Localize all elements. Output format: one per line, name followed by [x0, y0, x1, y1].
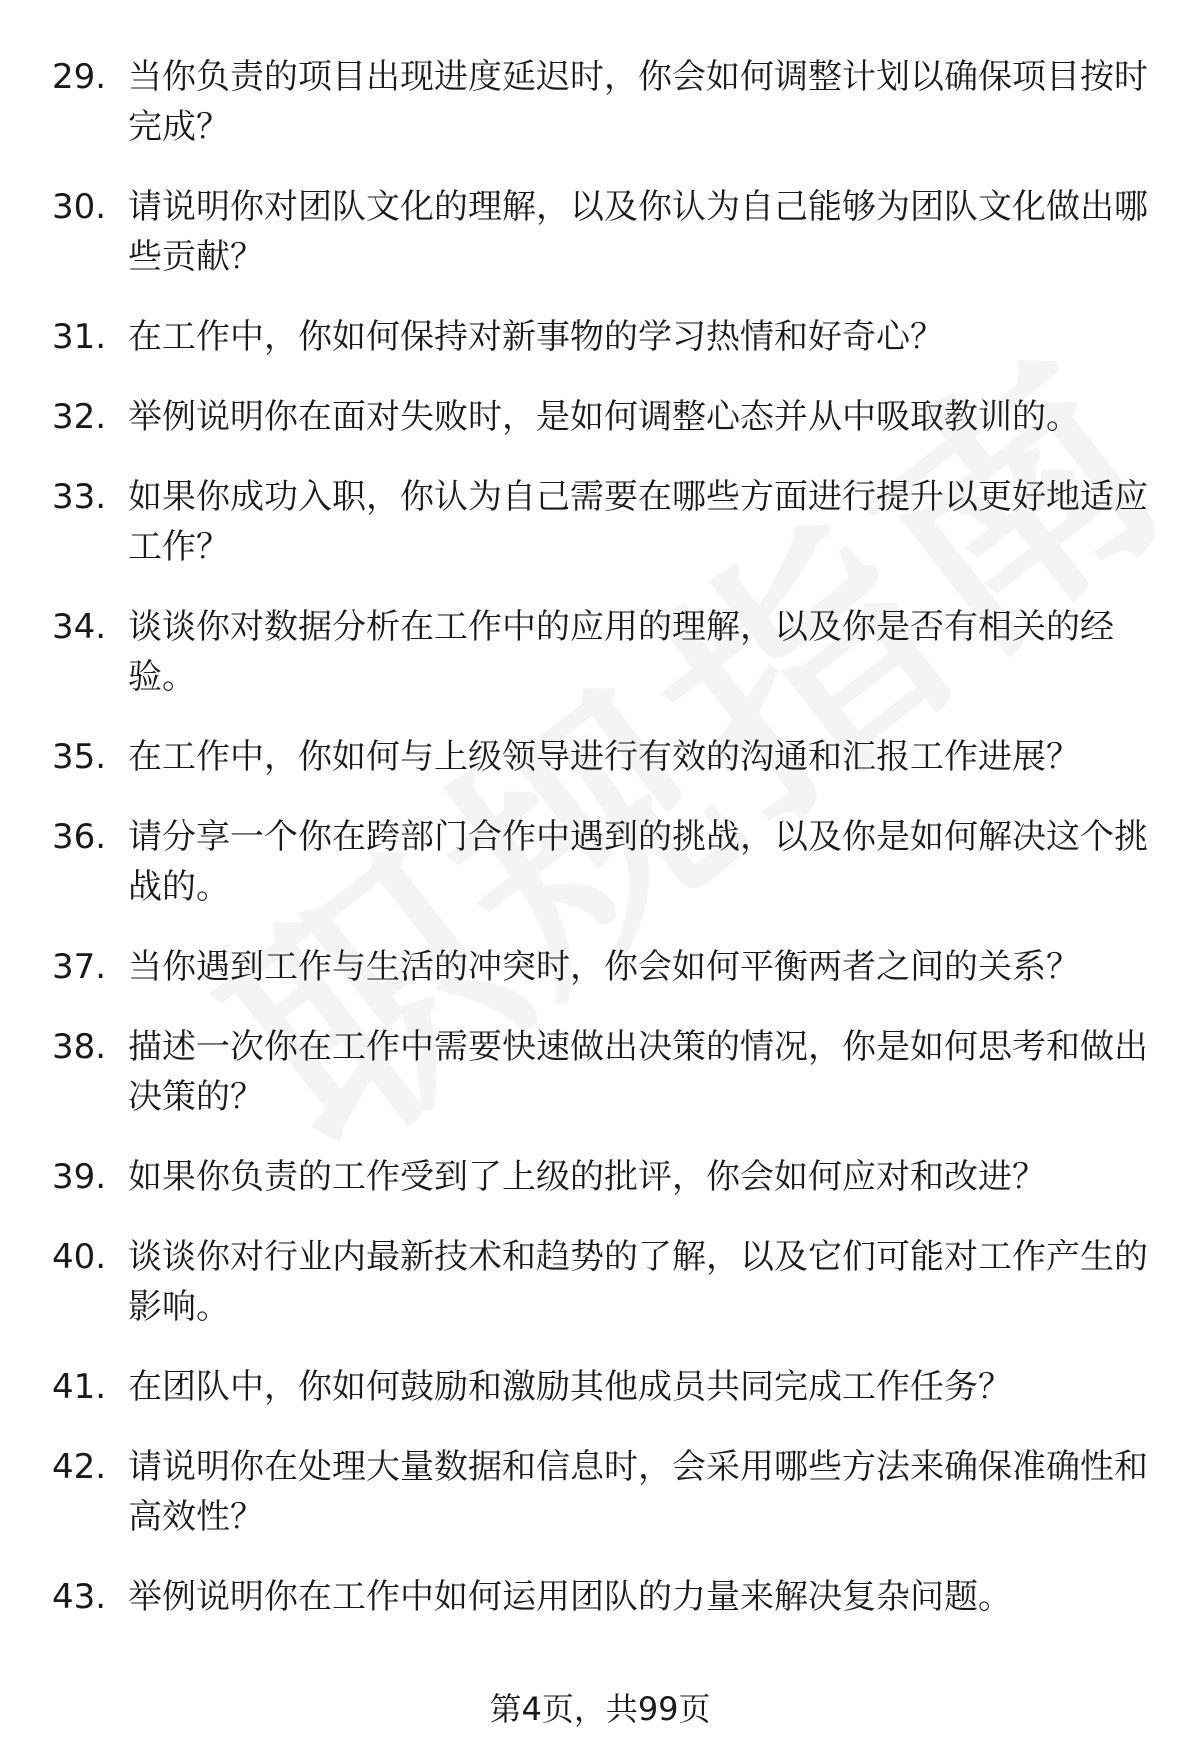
page-footer: 第4页，共99页 — [489, 1690, 711, 1728]
question-text: 在工作中，你如何保持对新事物的学习热情和好奇心？ — [128, 317, 944, 357]
question-item — [0, 52, 1200, 152]
question-number: 34. — [52, 607, 107, 647]
question-text: 在工作中，你如何与上级领导进行有效的沟通和汇报工作进展？ — [128, 737, 1080, 777]
question-number: 42. — [52, 1447, 107, 1487]
question-item — [0, 182, 1200, 282]
question-item — [0, 392, 1200, 442]
question-text: 请说明你对团队文化的理解，以及你认为自己能够为团队文化做出哪些贡献？ — [128, 187, 1148, 277]
question-text: 举例说明你在工作中如何运用团队的力量来解决复杂问题。 — [128, 1577, 1012, 1617]
question-number: 43. — [52, 1577, 107, 1617]
question-text: 当你遇到工作与生活的冲突时，你会如何平衡两者之间的关系？ — [128, 947, 1080, 987]
question-text: 请分享一个你在跨部门合作中遇到的挑战，以及你是如何解决这个挑战的。 — [128, 817, 1148, 907]
question-item — [0, 1572, 1200, 1622]
question-number: 36. — [52, 817, 107, 857]
question-number: 41. — [52, 1367, 107, 1407]
question-text: 描述一次你在工作中需要快速做出决策的情况，你是如何思考和做出决策的？ — [128, 1027, 1148, 1117]
question-item — [0, 1442, 1200, 1542]
question-text: 如果你负责的工作受到了上级的批评，你会如何应对和改进？ — [128, 1157, 1046, 1197]
question-item — [0, 1232, 1200, 1332]
question-item — [0, 472, 1200, 572]
question-item — [0, 812, 1200, 912]
question-item — [0, 312, 1200, 362]
question-number: 35. — [52, 737, 107, 777]
question-number: 31. — [52, 317, 107, 357]
question-number: 32. — [52, 397, 107, 437]
question-item — [0, 942, 1200, 992]
question-item — [0, 1152, 1200, 1202]
question-text: 谈谈你对行业内最新技术和趋势的了解，以及它们可能对工作产生的影响。 — [128, 1237, 1148, 1327]
question-item — [0, 1362, 1200, 1412]
question-text: 谈谈你对数据分析在工作中的应用的理解，以及你是否有相关的经验。 — [128, 607, 1114, 697]
question-number: 29. — [52, 57, 107, 97]
question-number: 30. — [52, 187, 107, 227]
question-number: 38. — [52, 1027, 107, 1067]
question-number: 33. — [52, 477, 107, 517]
question-text: 举例说明你在面对失败时，是如何调整心态并从中吸取教训的。 — [128, 397, 1080, 437]
question-number: 37. — [52, 947, 107, 987]
question-item — [0, 602, 1200, 702]
question-text: 如果你成功入职，你认为自己需要在哪些方面进行提升以更好地适应工作？ — [128, 477, 1148, 567]
question-text: 在团队中，你如何鼓励和激励其他成员共同完成工作任务？ — [128, 1367, 1012, 1407]
question-text: 当你负责的项目出现进度延迟时，你会如何调整计划以确保项目按时完成？ — [128, 57, 1148, 147]
question-text: 请说明你在处理大量数据和信息时，会采用哪些方法来确保准确性和高效性？ — [128, 1447, 1148, 1537]
question-number: 40. — [52, 1237, 107, 1277]
question-number: 39. — [52, 1157, 107, 1197]
question-item — [0, 732, 1200, 782]
question-item — [0, 1022, 1200, 1122]
